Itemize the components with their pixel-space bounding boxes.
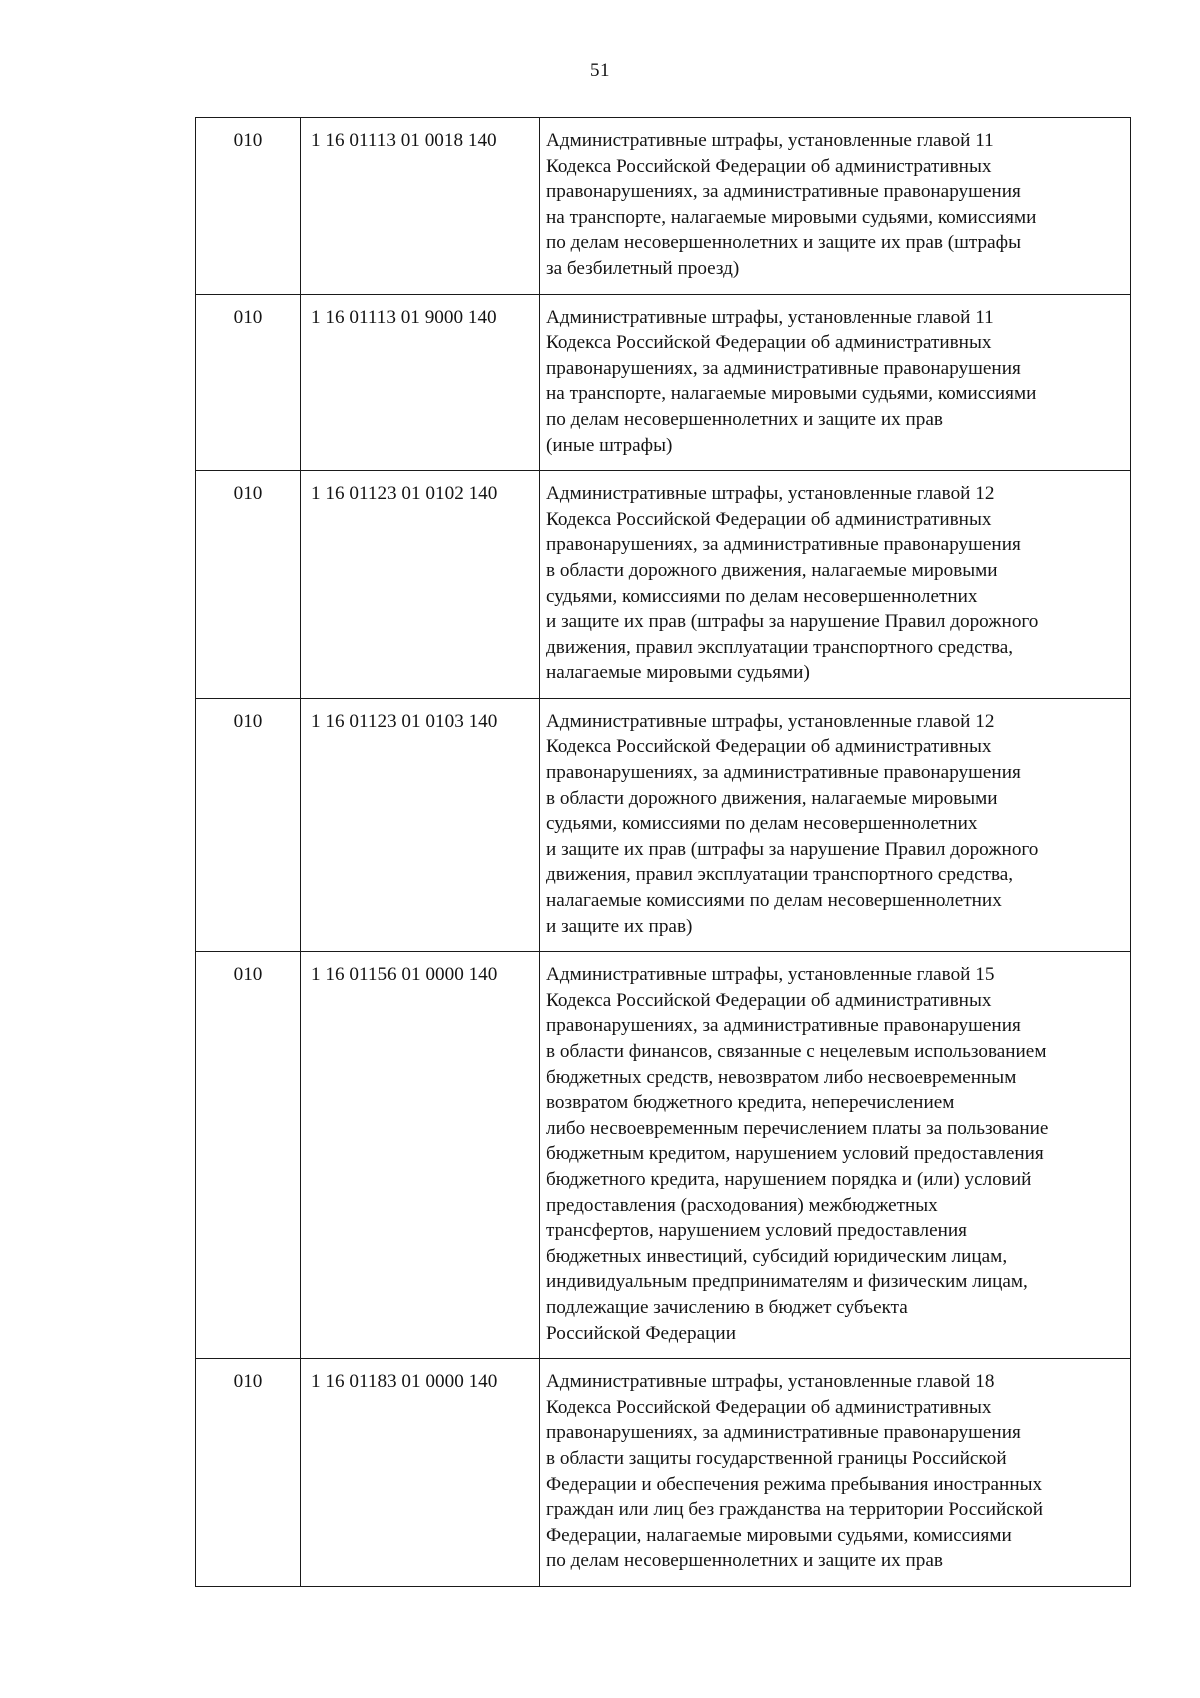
admin-code-cell: 010 <box>196 294 301 471</box>
description-line: (иные штрафы) <box>546 434 673 456</box>
description-line: возвратом бюджетного кредита, неперечислением <box>546 1092 955 1114</box>
description-line: на транспорте, налагаемые мировыми судьями, комиссиями <box>546 383 1037 405</box>
description-line: бюджетным кредитом, нарушением условий предоставления <box>546 1143 1044 1165</box>
table-row <box>196 1359 1131 1587</box>
page-number: 51 <box>590 60 610 81</box>
description-line: налагаемые мировыми судьями) <box>546 662 810 684</box>
description-line: бюджетного кредита, нарушением порядка и (или) условий <box>546 1168 1032 1190</box>
description-line: правонарушениях, за административные правонарушения <box>546 1422 1021 1444</box>
budget-code-cell: 1 16 01123 01 0103 140 <box>301 698 540 951</box>
description-line: граждан или лиц без гражданства на территории Российской <box>546 1499 1043 1521</box>
description-line: бюджетных средств, невозвратом либо несвоевременным <box>546 1066 1017 1088</box>
description-line: за безбилетный проезд) <box>546 257 740 279</box>
description-cell <box>540 118 1131 295</box>
description-line: Кодекса Российской Федерации об административных <box>546 155 992 177</box>
description-line: судьями, комиссиями по делам несовершеннолетних <box>546 813 978 835</box>
description-line: бюджетных инвестиций, субсидий юридическим лицам, <box>546 1245 1008 1267</box>
description-cell <box>540 1359 1131 1587</box>
description-cell <box>540 952 1131 1359</box>
description-line: правонарушениях, за административные правонарушения <box>546 1015 1021 1037</box>
description-line: Административные штрафы, установленные главой 15 <box>546 964 995 986</box>
table-row <box>196 952 1131 1359</box>
description-line: Кодекса Российской Федерации об административных <box>546 736 992 758</box>
description-line: Административные штрафы, установленные главой 12 <box>546 710 995 732</box>
budget-code-cell: 1 16 01123 01 0102 140 <box>301 471 540 699</box>
description-line: и защите их прав (штрафы за нарушение Правил дорожного <box>546 838 1039 860</box>
description-line: в области финансов, связанные с нецелевым использованием <box>546 1041 1047 1062</box>
description-line: предоставления (расходования) межбюджетных <box>546 1194 938 1216</box>
budget-code-cell: 1 16 01113 01 0018 140 <box>301 118 540 295</box>
description-line: Административные штрафы, установленные главой 11 <box>546 130 994 151</box>
description-line: движения, правил эксплуатации транспортного средства, <box>546 864 1014 886</box>
description-line: Административные штрафы, установленные главой 12 <box>546 483 995 505</box>
description-line: Кодекса Российской Федерации об административных <box>546 1396 992 1418</box>
admin-code-cell: 010 <box>196 952 301 1359</box>
budget-code-cell: 1 16 01113 01 9000 140 <box>301 294 540 471</box>
description-line: в области дорожного движения, налагаемые мировыми <box>546 787 998 809</box>
admin-code-cell: 010 <box>196 471 301 699</box>
description-line: по делам несовершеннолетних и защите их прав <box>546 1550 943 1572</box>
description-line: Федерации, налагаемые мировыми судьями, комиссиями <box>546 1524 1012 1546</box>
description-line: и защите их прав) <box>546 915 693 937</box>
description-line: либо несвоевременным перечислением платы за пользование <box>546 1117 1049 1139</box>
description-line: на транспорте, налагаемые мировыми судьями, комиссиями <box>546 206 1037 228</box>
description-cell <box>540 471 1131 699</box>
description-line: и защите их прав (штрафы за нарушение Правил дорожного <box>546 611 1039 633</box>
description-line: Кодекса Российской Федерации об административных <box>546 508 992 530</box>
admin-code-cell: 010 <box>196 1359 301 1587</box>
description-line: налагаемые комиссиями по делам несовершеннолетних <box>546 890 1002 912</box>
description-line: правонарушениях, за административные правонарушения <box>546 357 1021 379</box>
description-line: правонарушениях, за административные правонарушения <box>546 762 1021 784</box>
description-line: судьями, комиссиями по делам несовершеннолетних <box>546 585 978 607</box>
description-line: Административные штрафы, установленные главой 11 <box>546 306 994 328</box>
description-line: Кодекса Российской Федерации об административных <box>546 332 992 354</box>
description-line: правонарушениях, за административные правонарушения <box>546 181 1021 203</box>
description-line: в области защиты государственной границы Российской <box>546 1447 1007 1469</box>
budget-code-cell: 1 16 01156 01 0000 140 <box>301 952 540 1359</box>
table-row <box>196 118 1131 295</box>
description-line: по делам несовершеннолетних и защите их прав <box>546 408 943 430</box>
description-cell <box>540 294 1131 471</box>
description-line: Федерации и обеспечения режима пребывания иностранных <box>546 1473 1043 1495</box>
description-line: подлежащие зачислению в бюджет субъекта <box>546 1296 908 1318</box>
admin-code-cell: 010 <box>196 118 301 295</box>
table-row <box>196 294 1131 471</box>
description-line: Российской Федерации <box>546 1322 736 1344</box>
revenue-codes-table <box>195 117 1131 1587</box>
description-line: Кодекса Российской Федерации об административных <box>546 989 992 1011</box>
table-body <box>196 118 1131 1587</box>
description-cell <box>540 698 1131 951</box>
description-line: правонарушениях, за административные правонарушения <box>546 534 1021 556</box>
description-line: в области дорожного движения, налагаемые мировыми <box>546 559 998 581</box>
budget-code-cell: 1 16 01183 01 0000 140 <box>301 1359 540 1587</box>
description-line: Административные штрафы, установленные главой 18 <box>546 1371 995 1393</box>
admin-code-cell: 010 <box>196 698 301 951</box>
table-row <box>196 698 1131 951</box>
description-line: индивидуальным предпринимателям и физическим лицам, <box>546 1271 1028 1293</box>
description-line: по делам несовершеннолетних и защите их прав (штрафы <box>546 232 1021 254</box>
description-line: трансфертов, нарушением условий предоставления <box>546 1220 967 1242</box>
table-row <box>196 471 1131 699</box>
description-line: движения, правил эксплуатации транспортного средства, <box>546 636 1014 658</box>
